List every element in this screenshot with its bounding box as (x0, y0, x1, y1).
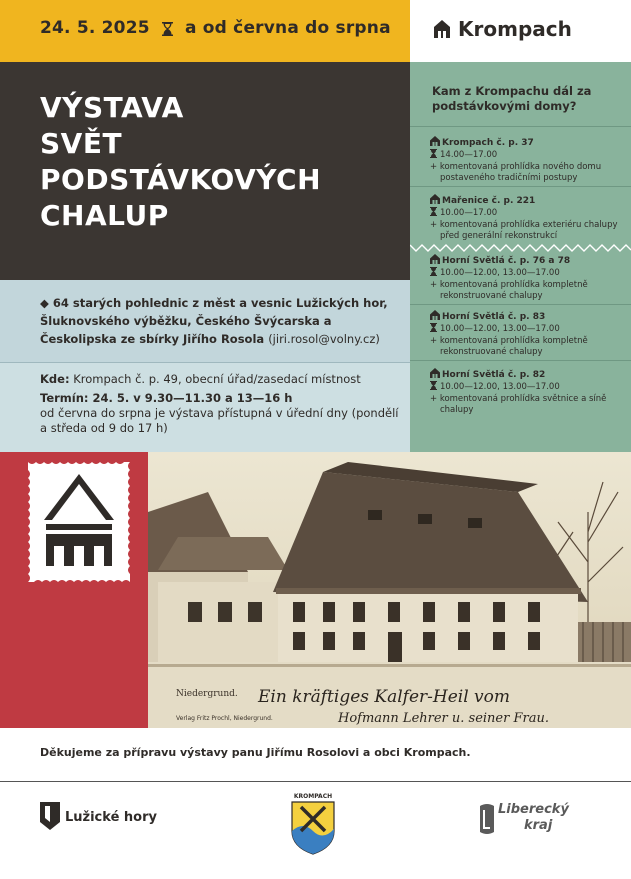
location-item (430, 310, 628, 358)
thanks-text: Děkujeme za přípravu výstavy panu Jiřímu Rosolovi a obci Krompach. (40, 746, 471, 759)
where-value: Krompach č. p. 49, obecní úřad/zasedací místnost (73, 372, 361, 386)
logo-luzicke-hory (40, 802, 157, 834)
location-desc: + komentovaná prohlídka světnice a síně chalupy (430, 394, 607, 415)
description-main: ◆ 64 starých pohlednic z měst a vesnic Lužických hor, Šluknovského výběžku, Českého Švýcarska a Českolipska ze sbírky Jiřího Rosola (40, 296, 388, 346)
hourglass-icon (162, 21, 173, 41)
location-time: 14.00—17.00 (440, 150, 498, 160)
logo-lk-line1: Liberecký (498, 802, 569, 817)
title-line: PODSTÁVKOVÝCH (40, 163, 322, 196)
location-item (430, 194, 628, 242)
handwriting-line2: Hofmann Lehrer u. seiner Frau. (338, 711, 549, 726)
postcard-publisher: Verlag Fritz Prochl, Niedergrund. (176, 715, 273, 722)
sidebar (410, 62, 631, 452)
when-label: Termín: 24. 5. v 9.30—11.30 a 13—16 h (40, 391, 293, 405)
title-line: VÝSTAVA (40, 91, 184, 124)
location-time: 10.00—17.00 (440, 208, 498, 218)
divider (410, 304, 631, 305)
title-line: SVĚT (40, 127, 123, 160)
location-desc: + komentovaná prohlídka nového domu postaveného tradičními postupy (430, 162, 602, 183)
lk-mark-icon (478, 802, 496, 836)
postcard-place: Niedergrund. (176, 689, 238, 699)
exhibition-title (40, 90, 400, 234)
location-item (430, 136, 628, 184)
where-line (40, 371, 361, 387)
location-time: 10.00—12.00, 13.00—17.00 (440, 268, 560, 278)
footer-divider (0, 781, 631, 782)
title-block (0, 62, 410, 280)
logo-krompach (288, 793, 338, 855)
description-text (40, 294, 400, 348)
title-line: CHALUP (40, 199, 169, 232)
location-desc: + komentovaná prohlídka exteriéru chalupy před generální rekonstrukcí (430, 220, 618, 241)
logo-lk-line2: kraj (524, 818, 553, 833)
house-icon (434, 20, 450, 42)
location-name: Horní Světlá č. p. 82 (442, 370, 546, 380)
place-band (410, 0, 631, 62)
logo-lh-text: Lužické hory (65, 810, 157, 825)
stamp-house-icon (28, 462, 130, 582)
hourglass-icon (430, 323, 437, 336)
date-text: 24. 5. 2025 (40, 18, 150, 38)
shield-icon (40, 802, 60, 830)
date-line (40, 18, 391, 41)
contact-email[interactable]: (jiri.rosol@volny.cz) (268, 332, 380, 346)
hourglass-icon (430, 207, 437, 220)
where-label: Kde: (40, 372, 70, 386)
sidebar-question: Kam z Krompachu dál za podstávkovými domy? (432, 84, 592, 113)
location-name: Mařenice č. p. 221 (442, 196, 536, 206)
location-name: Horní Světlá č. p. 83 (442, 312, 546, 322)
handwriting-line1: Ein kräftiges Kalfer-Heil vom (258, 687, 511, 707)
logo-liberecky-kraj (478, 800, 578, 840)
hourglass-icon (430, 381, 437, 394)
coat-of-arms-icon (291, 801, 335, 855)
period-text: a od června do srpna (185, 18, 391, 38)
logo-krompach-text: KROMPACH (293, 793, 333, 800)
place-name: Krompach (458, 17, 572, 41)
location-name: Horní Světlá č. p. 76 a 78 (442, 256, 571, 266)
location-time: 10.00—12.00, 13.00—17.00 (440, 382, 560, 392)
location-name: Krompach č. p. 37 (442, 138, 534, 148)
hourglass-icon (430, 149, 437, 162)
info-block (0, 362, 410, 452)
location-desc: + komentovaná prohlídka kompletně rekonstruované chalupy (430, 336, 588, 357)
divider (410, 126, 631, 127)
location-item (430, 368, 628, 416)
when-detail: od června do srpna je výstava přístupná v úřední dny (pondělí a středa od 9 do 17 h) (40, 406, 399, 435)
divider (410, 186, 631, 187)
hourglass-icon (430, 267, 437, 280)
historic-postcard (148, 452, 631, 728)
location-time: 10.00—12.00, 13.00—17.00 (440, 324, 560, 334)
location-desc: + komentovaná prohlídka kompletně rekonstruované chalupy (430, 280, 588, 301)
stamp-panel (0, 452, 148, 728)
zigzag-divider (410, 244, 631, 252)
date-band (0, 0, 410, 62)
description-block (0, 280, 410, 362)
divider (410, 360, 631, 361)
postcard-image (148, 452, 631, 728)
when-line (40, 391, 400, 436)
location-item (430, 254, 628, 302)
